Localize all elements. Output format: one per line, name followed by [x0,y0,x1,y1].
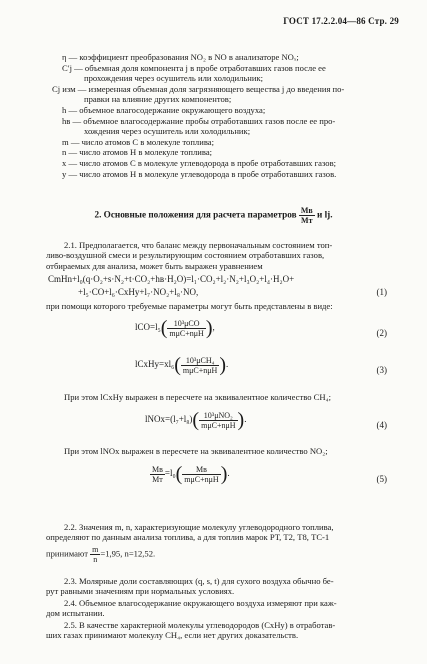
paragraph-2-2: 2.2. Значения m, n, характеризующие молекулу углеводородного топлива, определяют по данным анализа топлива, а для топлив марок РТ, Т2, Т8, ТС-1 принимают $\frac{m}{n}$ =1,95, n=12,52. [46,522,334,564]
definition-row: η — коэффициент преобразования NO₂ в NO в анализаторе NOₓ; [62,52,299,62]
definition-row: x — число атомов C в молекуле углеводорода в пробе отработавших газов; [62,157,337,168]
paragraph-2-5: 2.5. В качестве характерной молекулы углеводородов (CxHy) в отработав- ших газах принимают молекулу CH₄, если нет других доказательств. [46,620,336,641]
paragraph-2-3: 2.3. Молярные доли составляющих (q, s, t) для сухого воздуха обычно бе- рут равными значениям при нормальных условиях. [46,576,334,597]
definition-row: прохождения через осушитель или холодильник; [84,73,264,84]
equation-2: lCO=l₅( $\frac{\text{10³μCO}}{\text{mμC+nμH}}$ ), (2) [135,317,387,339]
definition-row: m — число атомов C в молекуле топлива; [62,136,214,147]
definition-row: h — объемное влагосодержание окружающего воздуха; [62,104,266,115]
definition-row: правки на влияние других компонентов; [84,94,232,105]
definitions-list [52,52,397,179]
definition-row: хождения через осушитель или холодильник; [84,126,251,137]
equation-5: $\frac{Mв}{Mт}$ =l₀( $\frac{Mв}{\text{mμC+nμH}}$ ). (5) [152,463,387,485]
equation-4: lNOx=(l₇+l₈)( $\frac{\text{10³μNO₂}}{\text{mμC+nμH}}$ ). (4) [145,409,387,431]
definition-row: y — число атомов H в молекуле углеводорода в пробе отработавших газов. [62,168,337,179]
paragraph-after-eq1: при помощи которого требуемые параметры могут быть представлены в виде: [46,301,333,311]
paragraph-cxhy: При этом lCxHy выражен в пересчете на эквивалентное количество CH₄; [64,392,331,402]
paragraph-nox: При этом lNOx выражен в пересчете на эквивалентное количество NO₂; [64,446,328,456]
definition-row: n — число атомов H в молекуле топлива; [62,147,213,158]
equation-3: lCxHy=xl₆( $\frac{\text{10³μCH₄}}{\text{mμC+nμH}}$ ). (3) [135,354,387,376]
definition-row: C′j — объемная доля компонента j в пробе отработавших газов после ее [62,62,326,73]
definition-row: hв — объемное влагосодержание пробы отработавших газов после ее про- [62,115,336,126]
paragraph-2-1: 2.1. Предполагается, что баланс между первоначальным состоянием топ- ливо-воздушной смеси и результирующим состоянием отработавших газов, отбираемых для анализа, может быть выражен уравнением [46,240,333,271]
paragraph-2-4: 2.4. Объемное влагосодержание окружающего воздуха измеряют при каж- дом испытании. [46,598,337,619]
heading-fraction: $\frac{Mв}{Mт}$ [300,206,313,225]
definition-row: Cj изм — измеренная объемная доля загрязняющего вещества j до введения по- [52,83,345,94]
section-heading: 2. Основные положения для расчета параметров $\frac{Mв}{Mт}$ и lj. [94,206,333,225]
document-page: ГОСТ 17.2.2.04—86 Стр. 29 η — коэффициент преобразования NO₂ в NO в анализаторе NOₓ; C′j — объемная доля компонента j в пробе отработавших газов после ее прохождения через осушитель или холодильник; Cj изм — измеренная объемная доля загрязняющего вещества j до введения по- правки на влияние других компонентов; h — объемное влагосодержание окружающего воздуха; hв — объемное влагосодержание пробы отработавших газов после ее про- хождения через осушитель или холодильник; m — число атомов C в молекуле топлива; n — число атомов H в молекуле топлива; x — число атомов C в молекуле углеводорода в пробе отработавших газов; y — число атомов H в молекуле углеводорода в пробе отработавших газов. 2. Основные положения для расчета параметров $\frac{Mв}{Mт}$ и lj. 2.1. Предполагается, что баланс между первоначальным состоянием топ- ливо-воздушной смеси и результирующим состоянием отработавших газов, отбираемых для анализа, может быть выражен уравнением CmHn+l₀(q·O₂+s·N₂+t·CO₂+hв·H₂O)=l₁·CO₂+l₂·N₂+l₃O₂+l₄·H₂O+ +l₅·CO+l₆·CxHy+l₇·NO₂+l₈·NO, (1) при помощи которого требуемые параметры могут быть представлены в виде: lCO=l₅( $\frac{\text{10³μCO}}{\text{mμC+nμH}}$ ), (2) lCxHy=xl₆( $\frac{\text{10³μCH₄}}{\text{mμC+nμH}}$ ). (3) При этом lCxHy выражен в пересчете на эквивалентное количество CH₄; lNOx=(l₇+l₈)( $\frac{\text{10³μNO₂}}{\text{mμC+nμH}}$ ). (4) При этом lNOx выражен в пересчете на эквивалентное количество NO₂; $\frac{Mв}{Mт}$ =l₀( $\frac{Mв}{\text{mμC+nμH}}$ ). (5) 2.2. Значения m, n, характеризующие молекулу углеводородного топлива, определяют по данным анализа топлива, а для топлив марок РТ, Т2, Т8, ТС-1 принимают $\frac{m}{n}$ =1,95, n=12,52. 2.3. Молярные доли составляющих (q, s, t) для сухого воздуха обычно бе- рут равными значениям при нормальных условиях. 2.4. Объемное влагосодержание окружающего воздуха измеряют при каж- дом испытании. 2.5. В качестве характерной молекулы углеводородов (CxHy) в отработав- ших газах принимают молекулу CH₄, если нет других доказательств. [0,0,427,664]
page-header: ГОСТ 17.2.2.04—86 Стр. 29 [283,16,399,26]
